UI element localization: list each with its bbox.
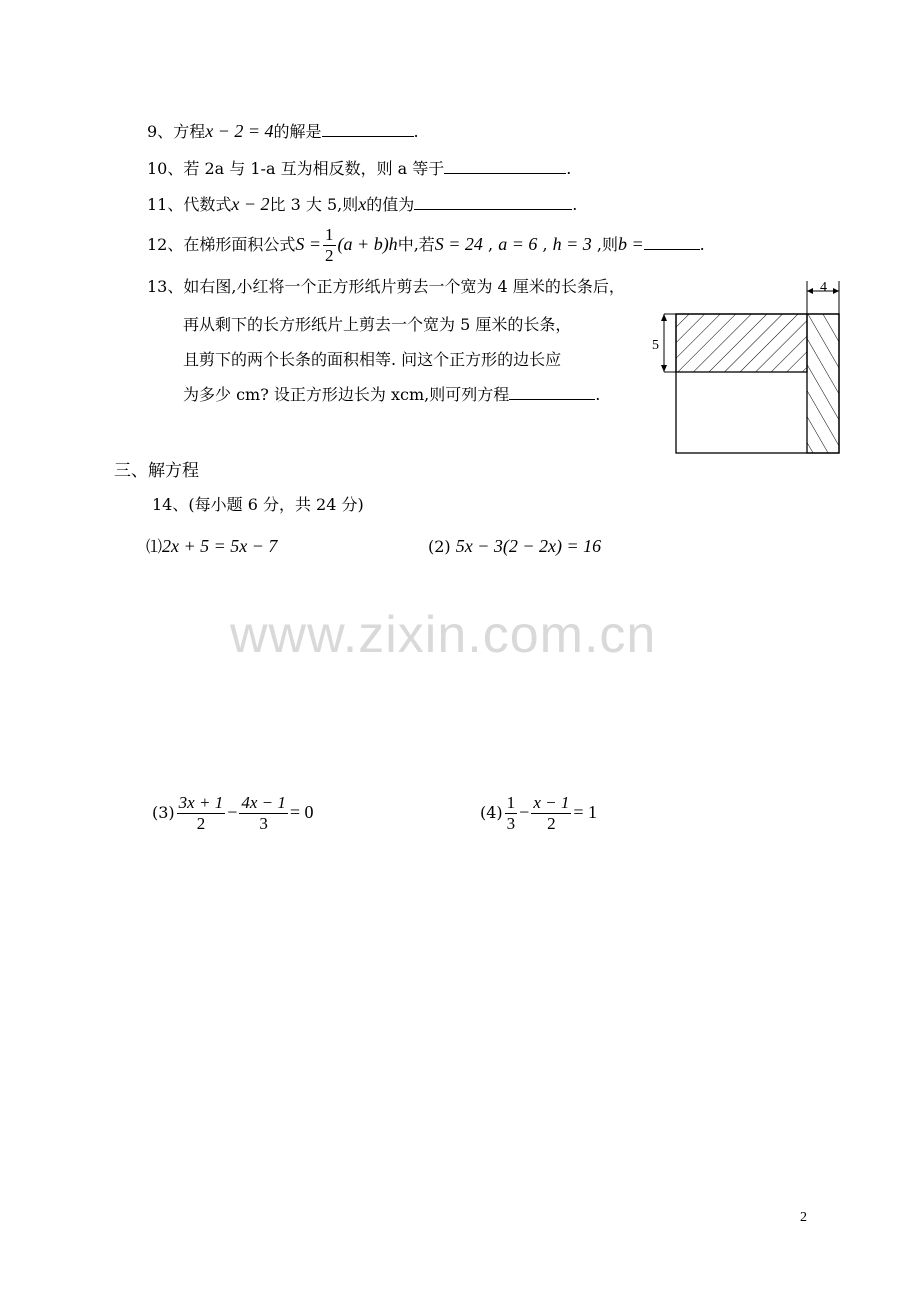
question-11 [147, 193, 577, 216]
section-3-title: 三、解方程 [114, 461, 199, 481]
q12-text-3: 则 [601, 235, 618, 254]
q13-text-2: 再从剩下的长方形纸片上剪去一个宽为 5 厘米的长条， [183, 315, 572, 334]
q14-header: 14、(每小题 6 分，共 24 分) [152, 495, 364, 514]
square-figure [650, 275, 850, 460]
p4-fraction-2 [531, 793, 571, 834]
q9-equation: x − 2 = 4 [205, 121, 274, 141]
q11-text-2: 比 3 大 5,则 [269, 195, 359, 214]
q13-period: . [595, 385, 601, 404]
p4-rhs: = 1 [573, 802, 598, 822]
p4-frac1-den: 3 [506, 814, 516, 833]
q12-find-b: b = [617, 234, 644, 254]
p3-operator: − [227, 802, 238, 822]
q11-number: 11、 [147, 195, 184, 214]
q10-answer-blank[interactable] [444, 159, 566, 174]
problem-3 [152, 788, 314, 837]
p3-fraction-1 [177, 793, 226, 834]
q11-expression: x − 2 [231, 194, 270, 214]
q12-frac-num: 1 [325, 225, 334, 244]
p4-frac2-den: 2 [547, 814, 556, 833]
q11-variable: x [358, 194, 367, 214]
p1-equation: 2x + 5 = 5x − 7 [162, 536, 278, 556]
page-number: 2 [800, 1210, 807, 1225]
question-13-line-3 [183, 349, 561, 371]
q12-text-2: 中,若 [397, 235, 435, 254]
q12-formula-rhs: (a + b)h [337, 234, 398, 254]
p3-label: (3) [152, 803, 175, 822]
p3-frac1-num: 3x + 1 [178, 793, 224, 812]
p4-operator: − [519, 802, 530, 822]
p3-rhs: = 0 [289, 802, 314, 822]
p3-fraction-2 [239, 793, 288, 834]
q12-period: . [699, 235, 705, 254]
p3-frac2-den: 3 [259, 814, 268, 833]
q9-text-2: 的解是 [273, 122, 322, 141]
q12-answer-blank[interactable] [644, 235, 700, 250]
p1-label: ⑴ [146, 537, 163, 556]
q10-text: 若 2a 与 1-a 互为相反数，则 a 等于 [183, 159, 445, 178]
q11-text: 代数式 [183, 195, 232, 214]
question-12: 12、在梯形面积公式S = $\frac{1}{2}$ (a + b)h中,若S = 24 , a = 6 , h = 3 ,则b = . [147, 225, 705, 265]
p3-frac1-den: 2 [196, 814, 206, 833]
q13-text-4: 为多少 cm? 设正方形边长为 xcm,则可列方程 [183, 385, 510, 404]
q9-text: 方程 [173, 122, 206, 141]
p4-frac1-num: 1 [506, 793, 516, 812]
p4-label: (4) [480, 803, 503, 822]
q13-text-3: 且剪下的两个长条的面积相等. 问这个正方形的边长应 [183, 350, 562, 369]
problem-1 [146, 535, 277, 558]
q12-text: 在梯形面积公式 [183, 235, 296, 254]
q12-fraction [323, 225, 336, 266]
q12-cond-a: a = 6 [498, 234, 538, 254]
question-10 [147, 158, 571, 180]
horizontal-strip [676, 314, 807, 372]
q10-period: . [566, 159, 572, 178]
question-13-line-2 [183, 314, 571, 336]
q12-cond-h: h = 3 [552, 234, 592, 254]
p4-fraction-1 [505, 793, 518, 834]
problem-4 [480, 788, 597, 837]
height-label: 5 [652, 338, 659, 353]
q13-number: 13、 [147, 277, 184, 296]
problem-2 [428, 535, 601, 558]
p3-frac2-num: 4x − 1 [241, 793, 286, 812]
vertical-strip [807, 314, 839, 453]
q12-cond-s: S = 24 [434, 234, 483, 254]
question-13-line-1 [147, 276, 625, 298]
q12-formula-lhs: S = [295, 234, 322, 254]
watermark: www.zixin.com.cn [230, 606, 657, 664]
q13-text-1: 如右图,小红将一个正方形纸片剪去一个宽为 4 厘米的长条后， [183, 277, 625, 296]
p2-equation: 5x − 3(2 − 2x) = 16 [455, 536, 602, 556]
question-13-line-4 [183, 384, 600, 406]
q11-period: . [572, 195, 578, 214]
p2-label: (2) [428, 537, 451, 556]
question-9 [147, 120, 419, 143]
q9-period: . [413, 122, 419, 141]
q12-frac-den: 2 [325, 246, 334, 265]
q9-number: 9、 [147, 122, 174, 141]
q12-number: 12、 [147, 235, 184, 254]
width-label: 4 [820, 280, 827, 295]
q9-answer-blank[interactable] [322, 122, 414, 137]
q10-number: 10、 [147, 159, 184, 178]
q11-text-3: 的值为 [366, 195, 415, 214]
q13-answer-blank[interactable] [509, 385, 595, 400]
q11-answer-blank[interactable] [414, 195, 572, 210]
p4-frac2-num: x − 1 [533, 793, 570, 812]
